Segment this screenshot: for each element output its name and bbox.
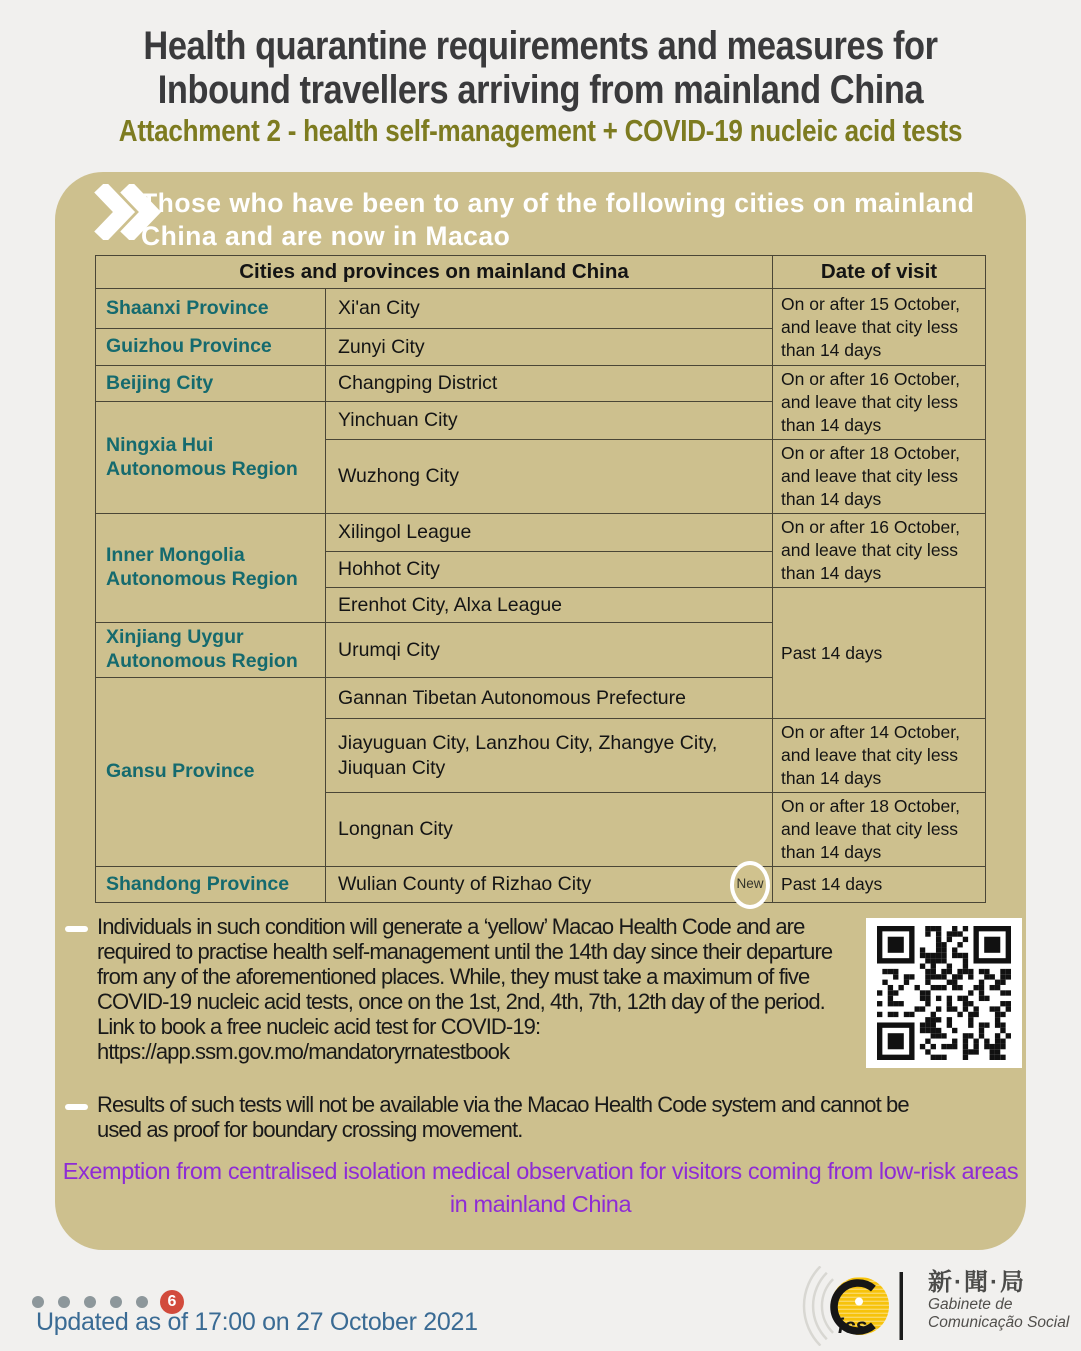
city-cell: Erenhot City, Alxa League <box>326 588 773 623</box>
qr-code <box>866 918 1022 1068</box>
table-header-row <box>96 256 986 289</box>
page-title-line2: Inbound travellers arriving from mainland China <box>157 68 924 112</box>
date-cell: On or after 14 October, and leave that city less than 14 days <box>773 719 986 793</box>
logo-monogram: ics <box>838 1315 868 1338</box>
dash-bullet-icon <box>65 1104 88 1110</box>
table-row <box>96 366 986 402</box>
date-cell: On or after 16 October, and leave that city less than 14 days <box>773 514 986 588</box>
logo-text <box>928 1270 1069 1332</box>
province-cell: Gansu Province <box>96 678 326 867</box>
new-badge: New <box>730 861 770 909</box>
city-cell: Yinchuan City <box>326 402 773 440</box>
province-cell: Inner Mongolia Autonomous Region <box>96 514 326 623</box>
province-cell: Xinjiang Uygur Autonomous Region <box>96 623 326 678</box>
progress-dot <box>84 1296 96 1308</box>
exemption-note: Exemption from centralised isolation medical observation for visitors coming from low-risk areas in mainland China <box>62 1158 1019 1217</box>
progress-dot <box>110 1296 122 1308</box>
city-cell: Wuzhong City <box>326 440 773 514</box>
logo-portuguese-line2: Comunicação Social <box>928 1314 1070 1331</box>
page-title <box>76 24 1006 112</box>
date-cell: Past 14 days <box>773 867 986 903</box>
page-number-badge: 6 <box>160 1290 184 1314</box>
date-cell: On or after 18 October, and leave that city less than 14 days <box>773 793 986 867</box>
province-cell: Beijing City <box>96 366 326 402</box>
city-cell: Zunyi City <box>326 329 773 366</box>
date-cell: On or after 15 October, and leave that city less than 14 days <box>773 289 986 366</box>
page-subtitle: Attachment 2 - health self-management + COVID-19 nucleic acid tests <box>118 113 963 148</box>
province-cell: Guizhou Province <box>96 329 326 366</box>
table-row <box>96 289 986 329</box>
logo-portuguese-line1: Gabinete de <box>928 1296 1013 1313</box>
city-cell: Gannan Tibetan Autonomous Prefecture <box>326 678 773 719</box>
page-title-line1: Health quarantine requirements and measures for <box>143 24 938 68</box>
note-health-code: Individuals in such condition will generate a ‘yellow’ Macao Health Code and are required to practise health self-management until the 14th day since their departure from any of the aforementioned places. While, they must take a maximum of five COVID-19 nucleic acid tests, once on the 1st, 2nd, 4th, 7th, 12th day of the period. Link to book a free nucleic acid test for COVID-19: https://app.ssm.gov.mo/mandatoryrnatestbook <box>97 914 833 1064</box>
city-cell: Hohhot City <box>326 552 773 588</box>
city-cell: Jiayuguan City, Lanzhou City, Zhangye City, Jiuquan City <box>326 719 773 793</box>
city-cell: Xilingol League <box>326 514 773 552</box>
city-cell: Longnan City <box>326 793 773 867</box>
updated-timestamp: Updated as of 17:00 on 27 October 2021 <box>36 1308 478 1336</box>
header-cities: Cities and provinces on mainland China <box>96 256 773 289</box>
province-cell: Shandong Province <box>96 867 326 903</box>
progress-dot <box>58 1296 70 1308</box>
table-row <box>96 867 986 903</box>
progress-dot <box>136 1296 148 1308</box>
note-test-results: Results of such tests will not be available via the Macao Health Code system and cannot be used as proof for boundary crossing movement. <box>97 1092 909 1142</box>
province-cell: Shaanxi Province <box>96 289 326 329</box>
content-panel <box>55 172 1026 1250</box>
header-date: Date of visit <box>773 256 986 289</box>
cities-table <box>95 255 986 903</box>
gcs-logo-icon <box>788 1266 918 1346</box>
progress-dot <box>32 1296 44 1308</box>
province-cell: Ningxia Hui Autonomous Region <box>96 402 326 514</box>
table-row <box>96 514 986 552</box>
panel-heading: Those who have been to any of the following cities on mainland China and are now in Macao <box>141 188 975 251</box>
city-cell: Urumqi City <box>326 623 773 678</box>
dash-bullet-icon <box>65 926 88 932</box>
city-cell: Xi'an City <box>326 289 773 329</box>
date-cell: On or after 16 October, and leave that city less than 14 days <box>773 366 986 440</box>
city-cell: Changping District <box>326 366 773 402</box>
logo-chinese-name: 新·聞·局 <box>928 1269 1026 1296</box>
city-cell <box>326 867 773 903</box>
date-cell: Past 14 days <box>773 588 986 719</box>
city-label: Wulian County of Rizhao City <box>338 873 592 896</box>
date-cell: On or after 18 October, and leave that city less than 14 days <box>773 440 986 514</box>
